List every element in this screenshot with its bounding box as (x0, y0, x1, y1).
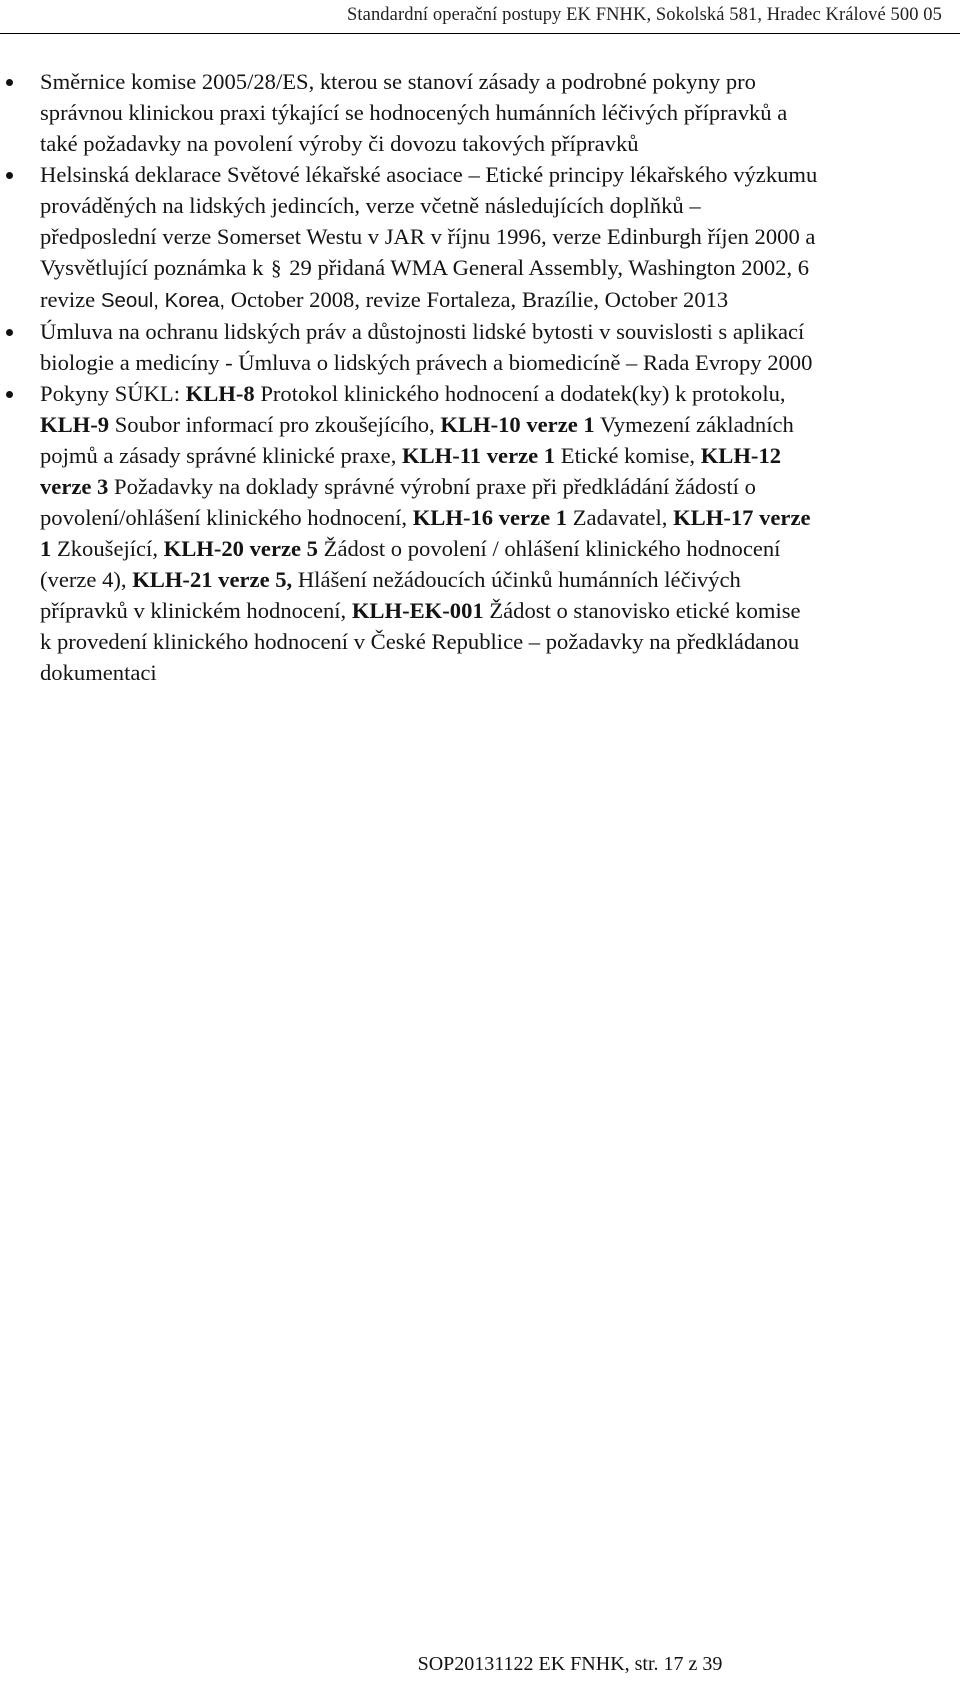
guideline-code: KLH-17 verze (673, 505, 811, 530)
bullet-icon (6, 79, 13, 86)
text-run: Hlášení nežádoucích účinků humánních léčivých (297, 567, 741, 592)
text-line (40, 252, 942, 284)
list-item (0, 378, 960, 688)
text-run: revize (40, 287, 96, 312)
document-body (0, 66, 960, 688)
text-run: Zkoušející, (56, 536, 158, 561)
page-header (0, 0, 960, 34)
text-run: October 2008, revize Fortaleza, Brazílie, October 2013 (230, 287, 729, 312)
text-line: k provedení klinického hodnocení v České Republice – požadavky na předkládanou (40, 629, 800, 654)
guideline-code: KLH-10 verze 1 (440, 412, 595, 437)
reference-list (0, 66, 960, 688)
guideline-code: KLH-EK-001 (351, 598, 484, 623)
text-line: Helsinská deklarace Světové lékařské asociace – Etické principy lékařského výzkumu (40, 162, 818, 187)
page-footer (0, 1653, 960, 1676)
section-mark: § (271, 256, 282, 280)
guideline-code: KLH-21 verze 5, (132, 567, 293, 592)
text-line (40, 502, 942, 533)
text-line: biologie a medicíny - Úmluva o lidských právech a biomedicíně – Rada Evropy 2000 (40, 350, 813, 375)
text-line (40, 378, 942, 409)
bullet-icon (6, 172, 13, 179)
list-item (0, 159, 960, 316)
text-line (40, 595, 942, 626)
footer-text: SOP20131122 EK FNHK, str. 17 z 39 (417, 1653, 723, 1675)
text-run: povolení/ohlášení klinického hodnocení, (40, 505, 408, 530)
text-run: Vysvětlující poznámka k (40, 255, 264, 280)
list-item (0, 316, 960, 378)
list-item (0, 66, 960, 159)
text-run: Protokol klinického hodnocení a dodatek(ky) k protokolu, (260, 381, 786, 406)
text-run: Požadavky na doklady správné výrobní praxe při předkládání žádostí o (114, 474, 756, 499)
guideline-code: KLH-20 verze 5 (163, 536, 318, 561)
text-run: Pokyny SÚKL: (40, 381, 180, 406)
bullet-icon (6, 391, 13, 398)
text-line (40, 564, 942, 595)
text-line: správnou klinickou praxi týkající se hodnocených humánních léčivých přípravků a (40, 100, 788, 125)
text-line (40, 533, 942, 564)
text-run: přípravků v klinickém hodnocení, (40, 598, 347, 623)
guideline-code: KLH-9 (40, 412, 110, 437)
text-run: Žádost o povolení / ohlášení klinického hodnocení (323, 536, 781, 561)
text-line: také požadavky na povolení výroby či dovozu takových přípravků (40, 131, 639, 156)
text-line: dokumentaci (40, 660, 157, 685)
text-run: pojmů a zásady správné klinické praxe, (40, 443, 397, 468)
text-run: (verze 4), (40, 567, 127, 592)
text-line (40, 471, 942, 502)
guideline-code: KLH-12 (700, 443, 782, 468)
text-run: Vymezení základních (599, 412, 794, 437)
text-line: prováděných na lidských jedincích, verze včetně následujících doplňků – (40, 193, 701, 218)
text-run: Zadavatel, (572, 505, 668, 530)
text-line (40, 284, 942, 316)
text-run: Etické komise, (560, 443, 696, 468)
guideline-code: KLH-16 verze 1 (412, 505, 568, 530)
text-run-sans: Seoul, Korea, (100, 289, 226, 312)
guideline-code: KLH-8 (185, 381, 255, 406)
text-line (40, 409, 942, 440)
text-line: předposlední verze Somerset Westu v JAR v říjnu 1996, verze Edinburgh říjen 2000 a (40, 224, 816, 249)
bullet-icon (6, 329, 13, 336)
text-line: Směrnice komise 2005/28/ES, kterou se stanoví zásady a podrobné pokyny pro (40, 69, 756, 94)
text-run: Žádost o stanovisko etické komise (489, 598, 801, 623)
guideline-code: KLH-11 verze 1 (402, 443, 556, 468)
text-run: 29 přidaná WMA General Assembly, Washington 2002, 6 (289, 255, 810, 280)
text-line (40, 440, 942, 471)
text-line: Úmluva na ochranu lidských práv a důstojnosti lidské bytosti v souvislosti s aplikací (40, 319, 805, 344)
text-run: Soubor informací pro zkoušejícího, (114, 412, 435, 437)
guideline-code: verze 3 (40, 474, 109, 499)
guideline-code: 1 (40, 536, 52, 561)
header-text: Standardní operační postupy EK FNHK, Sokolská 581, Hradec Králové 500 05 (347, 5, 942, 25)
